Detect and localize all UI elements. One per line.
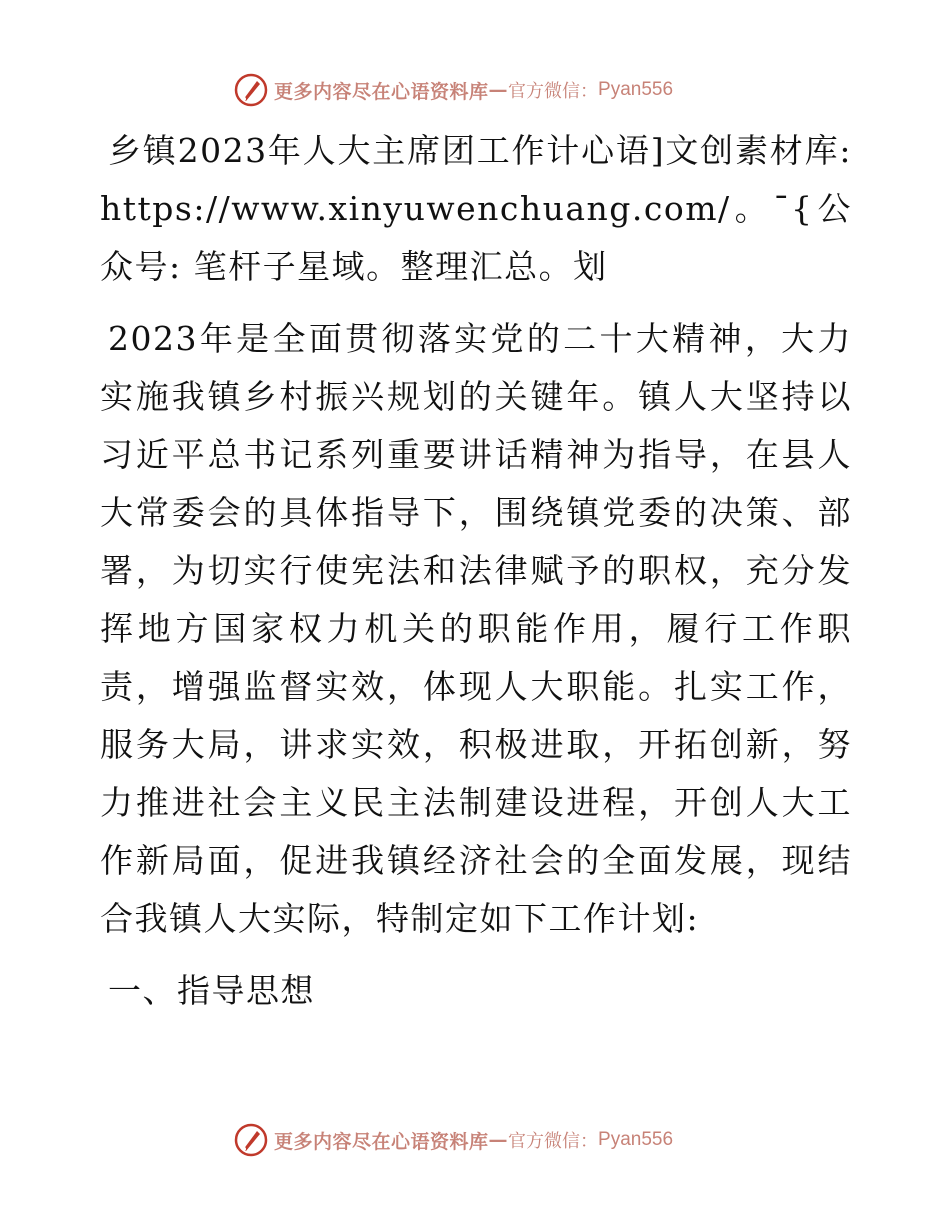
- watermark-site-text: 更多内容尽在心语资料库: [274, 80, 489, 103]
- document-intro-paragraph: 2023年是全面贯彻落实党的二十大精神，大力实施我镇乡村振兴规划的关键年。镇人大坚持以习近平总书记系列重要讲话精神为指导，在县人大常委会的具体指导下，围绕镇党委的决策、部署，为切实行使宪法和法律赋予的职权，充分发挥地方国家权力机关的职能作用，履行工作职责，增强监督实效，体现人大职能。扎实工作，服务大局，讲求实效，积极进取，开拓创新，努力推进社会主义民主法制建设进程，开创人大工作新局面，促进我镇经济社会的全面发展，现结合我镇人大实际，特制定如下工作计划:: [100, 319, 852, 938]
- section-heading: 一、指导思想: [108, 971, 315, 1010]
- watermark-wechat-id: Pyan556: [598, 79, 674, 100]
- document-body: [100, 122, 852, 1020]
- quill-pen-icon: [234, 1123, 268, 1157]
- watermark-dash: —: [488, 79, 509, 101]
- watermark-banner-bottom: [234, 1122, 673, 1158]
- quill-pen-icon: [234, 73, 268, 107]
- watermark-dash: —: [488, 1129, 509, 1151]
- watermark-site-text: 更多内容尽在心语资料库: [274, 1130, 489, 1153]
- watermark-wechat-id: Pyan556: [598, 1129, 674, 1150]
- watermark-wechat-label: 官方微信：: [508, 1131, 599, 1152]
- watermark-wechat-label: 官方微信：: [508, 81, 599, 102]
- document-title-paragraph: 乡镇2023年人大主席团工作计心语]文创素材库: https://www.xinyuwenchuang.com/。¯{公众号: 笔杆子星域。整理汇总。划: [100, 131, 852, 286]
- watermark-banner-top: [234, 72, 673, 108]
